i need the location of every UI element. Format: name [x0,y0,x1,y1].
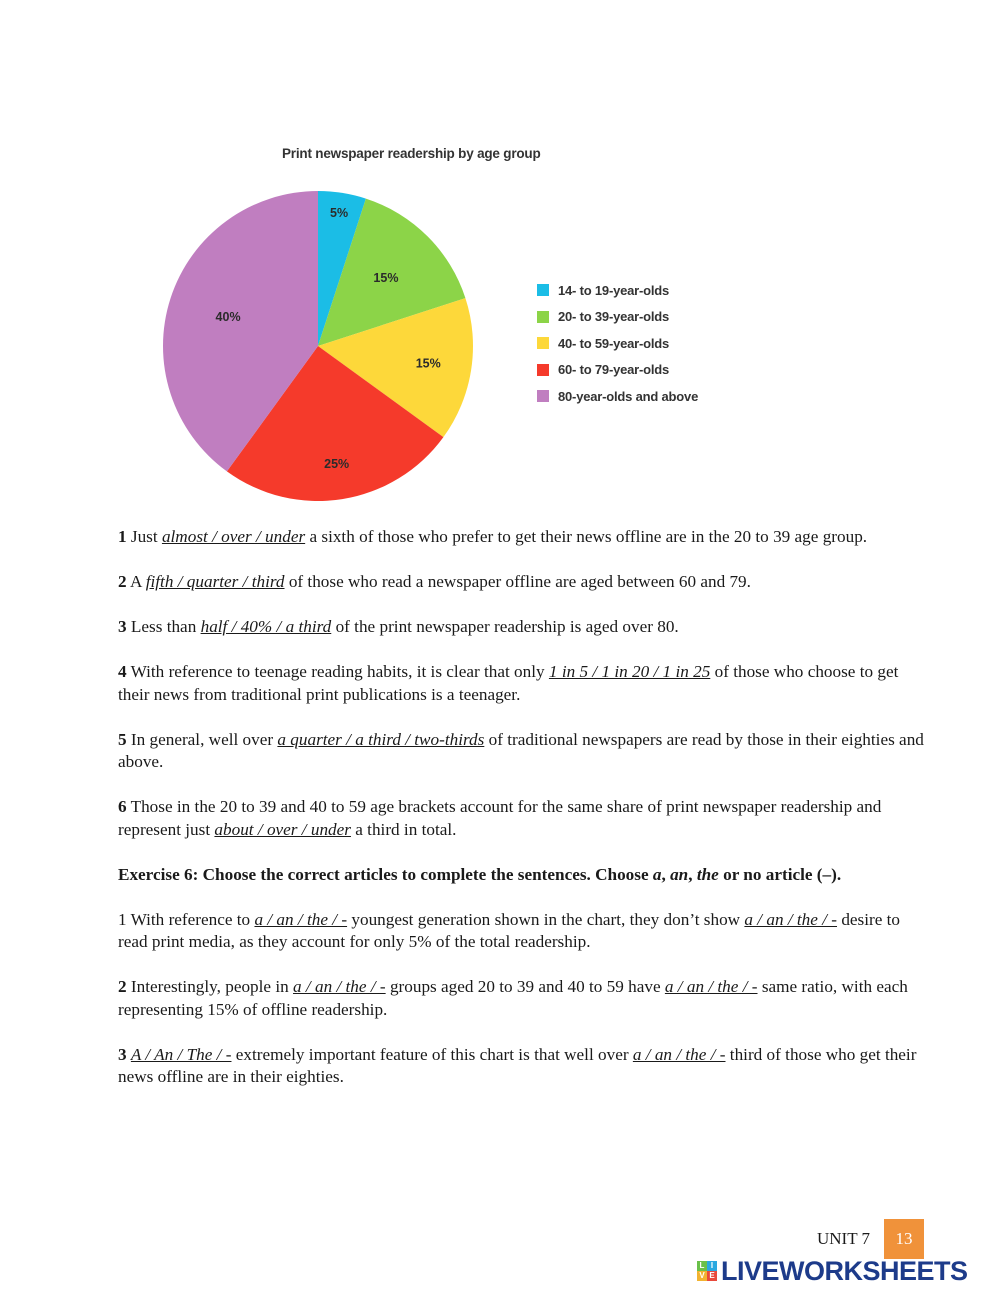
answer-options[interactable]: a / an / the / - [632,1044,726,1064]
logo-letter: L [697,1261,707,1271]
answer-options[interactable]: 1 in 5 / 1 in 20 / 1 in 25 [548,662,711,681]
question-number: 6 [118,797,127,816]
legend-swatch [537,390,549,402]
question-text: Just [130,527,162,546]
answer-options[interactable]: a / an / the / - [744,909,838,929]
question-text: A [129,572,146,591]
legend-item [537,277,698,304]
answer-options[interactable]: a / an / the / - [293,977,386,996]
exercise-6-heading [118,864,926,887]
legend-label: 40- to 59-year-olds [558,335,670,351]
legend-label: 20- to 39-year-olds [558,309,670,325]
answer-options[interactable]: a quarter / a third / two-thirds [277,729,485,749]
live-icon [697,1261,717,1281]
answer-options[interactable]: about / over / under [214,819,351,839]
legend-item [537,357,698,384]
item-number: 2 [118,977,127,996]
item-text: desire to read print media, as they account for only 5% of the total readership. [118,909,901,951]
questions-section [118,526,926,1111]
exercise-6-item-2 [118,976,926,1021]
question-text: In general, well over [130,729,278,749]
unit-label: UNIT 7 [817,1229,871,1248]
question-2 [118,571,926,594]
legend-item [537,330,698,357]
chart-legend [537,277,698,410]
answer-options[interactable]: half / 40% / a third [200,617,332,636]
question-3 [118,616,926,639]
article-an: an [670,864,689,884]
question-text: of the print newspaper readership is aged over 80. [331,617,679,636]
logo-letter: V [697,1271,707,1281]
question-text: of those who choose to get their news from traditional print publications is a teenager. [118,662,899,704]
legend-label: 80-year-olds and above [558,388,699,404]
item-text: With reference to [130,909,255,929]
liveworksheets-logo [697,1257,968,1285]
question-number: 2 [118,572,127,591]
logo-letter: E [707,1271,717,1281]
answer-options[interactable]: A / An / The / - [130,1044,232,1064]
article-the: the [696,864,719,884]
item-number: 1 [118,909,127,929]
slice-value-label: 15% [373,271,399,286]
item-text: youngest generation shown in the chart, they don’t show [347,909,745,929]
page-number: 13 [884,1219,924,1259]
slice-value-label: 40% [215,309,241,324]
exercise-6-item-3 [118,1044,926,1089]
item-text: same ratio, with each representing 15% of offline readership. [118,977,908,1019]
question-text: a sixth of those who prefer to get their news offline are in the 20 to 39 age group. [305,527,868,546]
legend-swatch [537,284,549,296]
question-1 [118,526,926,549]
question-number: 1 [118,527,127,546]
question-text: a third in total. [350,819,457,839]
item-text: extremely important feature of this chart is that well over [231,1044,633,1064]
heading-text: , [688,864,697,884]
exercise-6-item-1 [118,909,926,954]
legend-item [537,304,698,331]
question-4 [118,661,926,706]
question-number: 4 [118,662,127,681]
legend-swatch [537,364,549,376]
heading-text: Exercise 6: Choose the correct articles to complete the sentences. Choose [118,864,653,884]
item-text: groups aged 20 to 39 and 40 to 59 have [385,977,665,996]
question-5 [118,729,926,774]
heading-text: , [661,864,671,884]
answer-options[interactable]: almost / over / under [161,527,306,546]
article-a: a [652,864,662,884]
question-text: Less than [130,617,201,636]
item-text: third of those who get their news offline are in their eighties. [118,1044,917,1086]
logo-text: LIVEWORKSHEETS [721,1255,968,1286]
legend-label: 14- to 19-year-olds [558,282,670,298]
question-number: 5 [118,729,127,749]
slice-value-label: 15% [415,356,441,371]
answer-options[interactable]: fifth / quarter / third [145,572,285,591]
question-text: Those in the 20 to 39 and 40 to 59 age brackets account for the same share of print newspaper readership and represent just [118,797,882,839]
heading-text: or no article (–). [718,864,842,884]
question-number: 3 [118,617,127,636]
legend-swatch [537,337,549,349]
legend-item [537,383,698,410]
question-text: With reference to teenage reading habits, it is clear that only [130,662,549,681]
question-6 [118,796,926,841]
logo-letter: I [707,1261,717,1271]
slice-value-label: 5% [330,205,349,220]
pie-chart [155,183,485,513]
chart-title: Print newspaper readership by age group [282,146,541,161]
item-number: 3 [118,1044,127,1064]
question-text: of those who read a newspaper offline are aged between 60 and 79. [284,572,751,591]
answer-options[interactable]: a / an / the / - [254,909,348,929]
slice-value-label: 25% [324,456,350,471]
answer-options[interactable]: a / an / the / - [664,977,758,996]
legend-label: 60- to 79-year-olds [558,362,670,378]
legend-swatch [537,311,549,323]
question-text: of traditional newspapers are read by those in their eighties and above. [118,729,924,771]
item-text: Interestingly, people in [130,977,294,996]
